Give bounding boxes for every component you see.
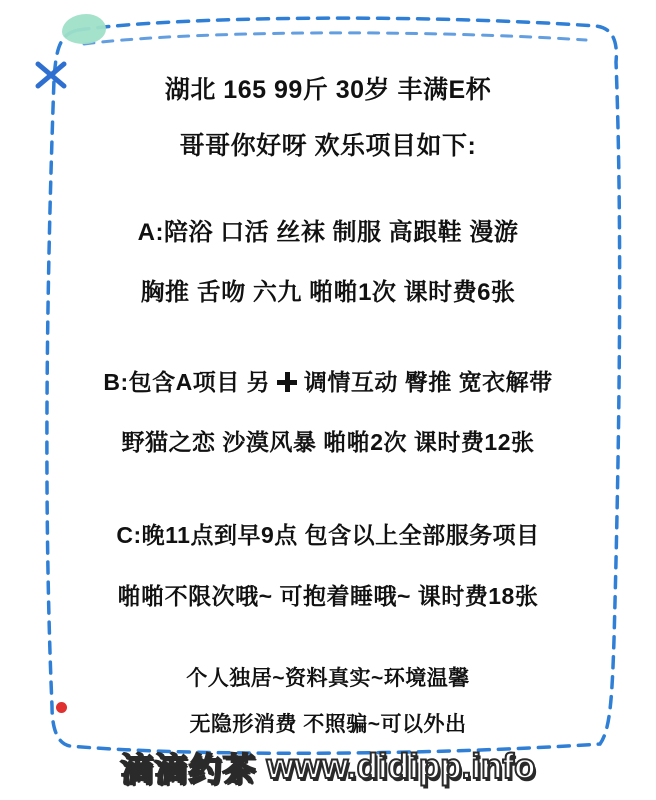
header-line-2: 哥哥你好呀 欢乐项目如下:: [179, 132, 477, 160]
footer-line-2: 无隐形消费 不照骗~可以外出: [189, 713, 467, 736]
plus-icon: [277, 372, 297, 392]
package-b-line-1-pre: B:包含A项目 另: [103, 369, 271, 395]
footer-line-1: 个人独居~资料真实~环境温馨: [186, 667, 470, 690]
watermark-url: www.didipp.info: [266, 747, 536, 786]
watermark-bar: [0, 734, 656, 800]
package-b-line-2: 野猫之恋 沙漠风暴 啪啪2次 课时费12张: [121, 429, 535, 455]
package-a-line-1: A:陪浴 口活 丝袜 制服 高跟鞋 漫游: [137, 219, 519, 246]
watermark-brand: 滴滴约茶: [120, 750, 257, 788]
package-a-line-2: 胸推 舌吻 六九 啪啪1次 课时费6张: [140, 279, 516, 306]
package-c-line-2: 啪啪不限次哦~ 可抱着睡哦~ 课时费18张: [117, 583, 539, 609]
package-b-line-1: [0, 364, 656, 397]
package-b-line-1-post: 调情互动 臀推 宽衣解带: [303, 369, 553, 395]
header-line-1: 湖北 165 99斤 30岁 丰满E杯: [164, 76, 492, 104]
package-c-line-1: C:晚11点到早9点 包含以上全部服务项目: [116, 522, 540, 548]
